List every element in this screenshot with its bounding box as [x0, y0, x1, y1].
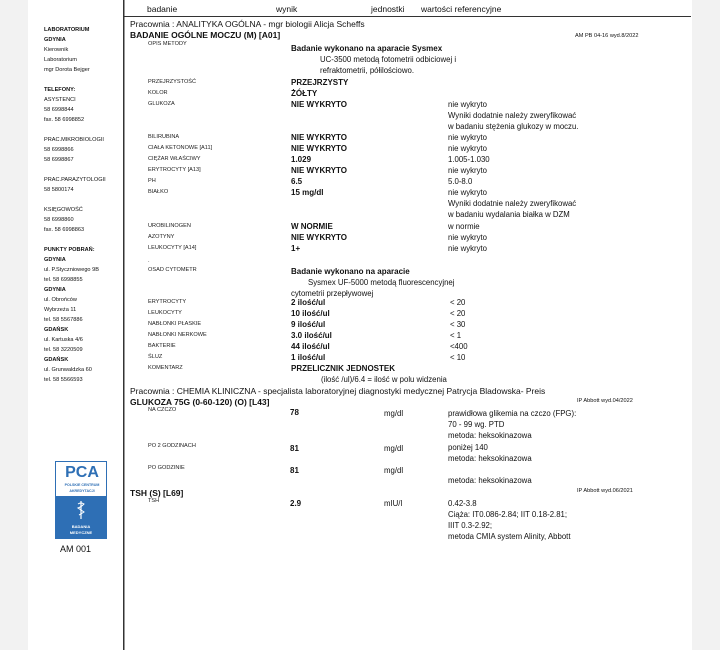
point-line: ul. Kartuska 4/6 [44, 337, 83, 343]
sediment-row-label: BAKTERIE [148, 343, 176, 349]
point-line: tel. 58 6998855 [44, 277, 83, 283]
sediment-row-label: ŚLUZ [148, 354, 163, 360]
point-city: GDAŃSK [44, 357, 69, 363]
test-ref-note: Wyniki dodatnie należy zweryfikować [448, 111, 577, 120]
pca-sub-1: POLSKIE CENTRUM [64, 483, 100, 487]
glucose-unit: mg/dl [384, 444, 404, 453]
point-line: ul. P.Styczniowego 9B [44, 267, 99, 273]
sediment-row-value: 2 ilość/ul [291, 298, 326, 307]
points-title: PUNKTY POBRAŃ: [44, 247, 95, 253]
test-ref-note: Wyniki dodatnie należy zweryfikować [448, 199, 577, 208]
section1-doc-code: AM PB 04-16 wyd.8/2022 [575, 33, 639, 39]
parasit-tel: 58 5800174 [44, 187, 74, 193]
col-header-ref: wartości referencyjne [421, 4, 502, 14]
glucose-value: 78 [290, 408, 299, 417]
tsh-ref: 0.42-3.8 [448, 499, 477, 508]
sediment-row-ref: < 10 [450, 353, 466, 362]
test-ref: nie wykryto [448, 144, 487, 153]
test-label: PH [148, 178, 156, 184]
sediment-row-label: LEUKOCYTY [148, 310, 182, 316]
test-ref: nie wykryto [448, 233, 487, 242]
sediment-row-value: 3.0 ilość/ul [291, 331, 332, 340]
test-value: NIE WYKRYTO [291, 144, 348, 153]
section3-title: TSH (S) [L69] [130, 488, 184, 498]
report-page [28, 0, 692, 650]
sediment-row-value: 9 ilość/ul [291, 320, 326, 329]
sediment-line-1: Badanie wykonano na aparacie [291, 267, 410, 276]
section1-lab: Pracownia : ANALITYKA OGÓLNA - mgr biologii Alicja Scheffs [130, 19, 365, 29]
section2-doc-code: IP Abbott wyd.04/2022 [577, 398, 633, 404]
test-ref: nie wykryto [448, 133, 487, 142]
column-divider-shadow [124, 0, 125, 650]
glucose-label: PO 2 GODZINACH [148, 443, 196, 449]
test-label: ERYTROCYTY [A13] [148, 167, 201, 173]
method-line-1: Badanie wykonano na aparacie Sysmex [291, 44, 443, 53]
test-value: NIE WYKRYTO [291, 133, 348, 142]
test-ref: nie wykryto [448, 100, 487, 109]
glucose-ref: metoda: heksokinazowa [448, 454, 532, 463]
section2-title: GLUKOZA 75G (0-60-120) (O) [L43] [130, 397, 270, 407]
sediment-row-value: 10 ilość/ul [291, 309, 330, 318]
test-ref: 1.005-1.030 [448, 155, 490, 164]
glucose-ref: metoda: heksokinazowa [448, 476, 532, 485]
tsh-ref: Ciąża: IT0.086-2.84; IIT 0.18-2.81; [448, 510, 568, 519]
tsh-unit: mIU/l [384, 499, 403, 508]
point-city: GDAŃSK [44, 327, 69, 333]
test-label: BILIRUBINA [148, 134, 180, 140]
sediment-row-label: NABŁONKI NERKOWE [148, 332, 207, 338]
test-value: 1.029 [291, 155, 312, 164]
sediment-label: OSAD CYTOMETR [148, 267, 197, 273]
point-line: ul. Obrońców [44, 297, 77, 303]
assist-tel: 58 6998844 [44, 107, 74, 113]
header-rule [123, 16, 691, 17]
glucose-unit: mg/dl [384, 466, 404, 475]
sediment-row-ref: < 20 [450, 309, 466, 318]
sediment-row-ref: <400 [450, 342, 468, 351]
test-label: UROBILINOGEN [148, 223, 191, 229]
lab-head-3: mgr Dorota Bejger [44, 67, 90, 73]
sediment-line-3: cytometrii przepływowej [291, 289, 374, 298]
lab-head-1: Kierownik [44, 47, 69, 53]
col-header-badanie: badanie [147, 4, 178, 14]
lab-head-2: Laboratorium [44, 57, 77, 63]
tsh-value: 2.9 [290, 499, 302, 508]
pca-logo: PCA [65, 464, 99, 481]
section2-lab: Pracownia : CHEMIA KLINICZNA - specjalista laboratoryjnej diagnostyki medycznej Patrycja Bladowska- Preis [130, 386, 546, 396]
comment-label: KOMENTARZ [148, 365, 183, 371]
comment-line-2: (ilość /ul)/6.4 = ilość w polu widzenia [321, 375, 447, 384]
accreditation-code: AM 001 [60, 544, 92, 554]
test-ref-note: w badaniu stężenia glukozy w moczu. [448, 122, 579, 131]
point-city: GDYNIA [44, 287, 66, 293]
section1-title: BADANIE OGÓLNE MOCZU (M) [A01] [130, 30, 281, 40]
sediment-row-value: 1 ilość/ul [291, 353, 326, 362]
comment-line-1: PRZELICZNIK JEDNOSTEK [291, 364, 396, 373]
test-ref: 5.0-8.0 [448, 177, 473, 186]
test-label: BIAŁKO [148, 189, 169, 195]
account-tel: 58 6998860 [44, 217, 74, 223]
lab-info [44, 25, 106, 385]
test-label: PRZEJRZYSTOŚĆ [148, 79, 197, 85]
point-line: tel. 58 5566593 [44, 377, 83, 383]
test-ref: nie wykryto [448, 188, 487, 197]
glucose-value: 81 [290, 466, 299, 475]
assist-title: ASYSTENCI [44, 97, 76, 103]
tsh-ref: IIIT 0.3-2.92; [448, 521, 493, 530]
pca-badge-top [55, 461, 107, 497]
pca-bottom-2: MEDYCZNE [69, 530, 93, 535]
method-line-2: UC-3500 metodą fotometrii odbiciowej i [320, 55, 457, 64]
tsh-label: TSH [148, 498, 160, 504]
test-value: PRZEJRZYSTY [291, 78, 349, 87]
pca-accreditation-badge [55, 461, 107, 539]
test-value: NIE WYKRYTO [291, 166, 348, 175]
glucose-label: NA CZCZO [148, 407, 177, 413]
glucose-ref: poniżej 140 [448, 443, 488, 452]
test-ref: nie wykryto [448, 244, 487, 253]
glucose-ref: 70 - 99 wg. PTD [448, 420, 505, 429]
lab-city: GDYNIA [44, 37, 66, 43]
test-value: ŻÓŁTY [291, 89, 318, 98]
point-line: ul. Grunwaldzka 60 [44, 367, 92, 373]
section3-doc-code: IP Abbott wyd.06/2021 [577, 488, 633, 494]
method-label: OPIS METODY [148, 41, 187, 47]
test-value: NIE WYKRYTO [291, 100, 348, 109]
test-value: 6.5 [291, 177, 303, 186]
pca-sub-2: AKREDYTACJI [69, 489, 95, 493]
parasit-title: PRAC.PARAZYTOLOGII [44, 177, 106, 183]
tsh-ref: metoda CMIA system Alinity, Abbott [448, 532, 571, 541]
glucose-unit: mg/dl [384, 409, 404, 418]
micro-tel-2: 58 6998867 [44, 157, 74, 163]
dot-marker: . [148, 258, 150, 264]
sediment-row-value: 44 ilość/ul [291, 342, 330, 351]
test-value: 15 mg/dl [291, 188, 324, 197]
glucose-ref: metoda: heksokinazowa [448, 431, 532, 440]
sediment-row-ref: < 1 [450, 331, 462, 340]
test-value: W NORMIE [291, 222, 333, 231]
caduceus-icon [75, 500, 87, 520]
test-label: LEUKOCYTY [A14] [148, 245, 197, 251]
glucose-label: PO GODZINIE [148, 465, 185, 471]
point-line: tel. 58 3220509 [44, 347, 83, 353]
test-value: NIE WYKRYTO [291, 233, 348, 242]
account-title: KSIĘGOWOŚĆ [44, 207, 83, 213]
point-line: tel. 58 5567886 [44, 317, 83, 323]
account-fax: fax. 58 6998863 [44, 227, 85, 233]
pca-bottom-1: BADANIA [71, 524, 91, 529]
method-line-3: refraktometrii, półilościowo. [320, 66, 415, 75]
test-label: CIAŁA KETONOWE [A11] [148, 145, 213, 151]
point-line: Wybrzeża 11 [44, 307, 77, 313]
point-city: GDYNIA [44, 257, 66, 263]
glucose-value: 81 [290, 444, 299, 453]
sediment-row-ref: < 20 [450, 298, 466, 307]
assist-fax: fax. 58 6998852 [44, 117, 85, 123]
sediment-line-2: Sysmex UF-5000 metodą fluorescencyjnej [308, 278, 455, 287]
sediment-row-label: ERYTROCYTY [148, 299, 187, 305]
test-label: AZOTYNY [148, 234, 175, 240]
pca-badge-bottom [55, 497, 107, 539]
glucose-ref: prawidłowa glikemia na czczo (FPG): [448, 409, 577, 418]
micro-tel-1: 58 6998866 [44, 147, 74, 153]
test-value: 1+ [291, 244, 301, 253]
test-ref: w normie [448, 222, 480, 231]
test-ref-note: w badaniu wydalania białka w DZM [448, 210, 570, 219]
phones-title: TELEFONY: [44, 87, 76, 93]
col-header-jednostki: jednostki [371, 4, 405, 14]
test-ref: nie wykryto [448, 166, 487, 175]
sediment-row-ref: < 30 [450, 320, 466, 329]
test-label: KOLOR [148, 90, 168, 96]
sediment-row-label: NABŁONKI PŁASKIE [148, 321, 202, 327]
lab-title: LABORATORIUM [44, 27, 90, 33]
micro-title: PRAC.MIKROBIOLOGII [44, 137, 104, 143]
test-label: CIĘŻAR WŁAŚCIWY [148, 156, 201, 162]
col-header-wynik: wynik [276, 4, 298, 14]
test-label: GLUKOZA [148, 101, 175, 107]
